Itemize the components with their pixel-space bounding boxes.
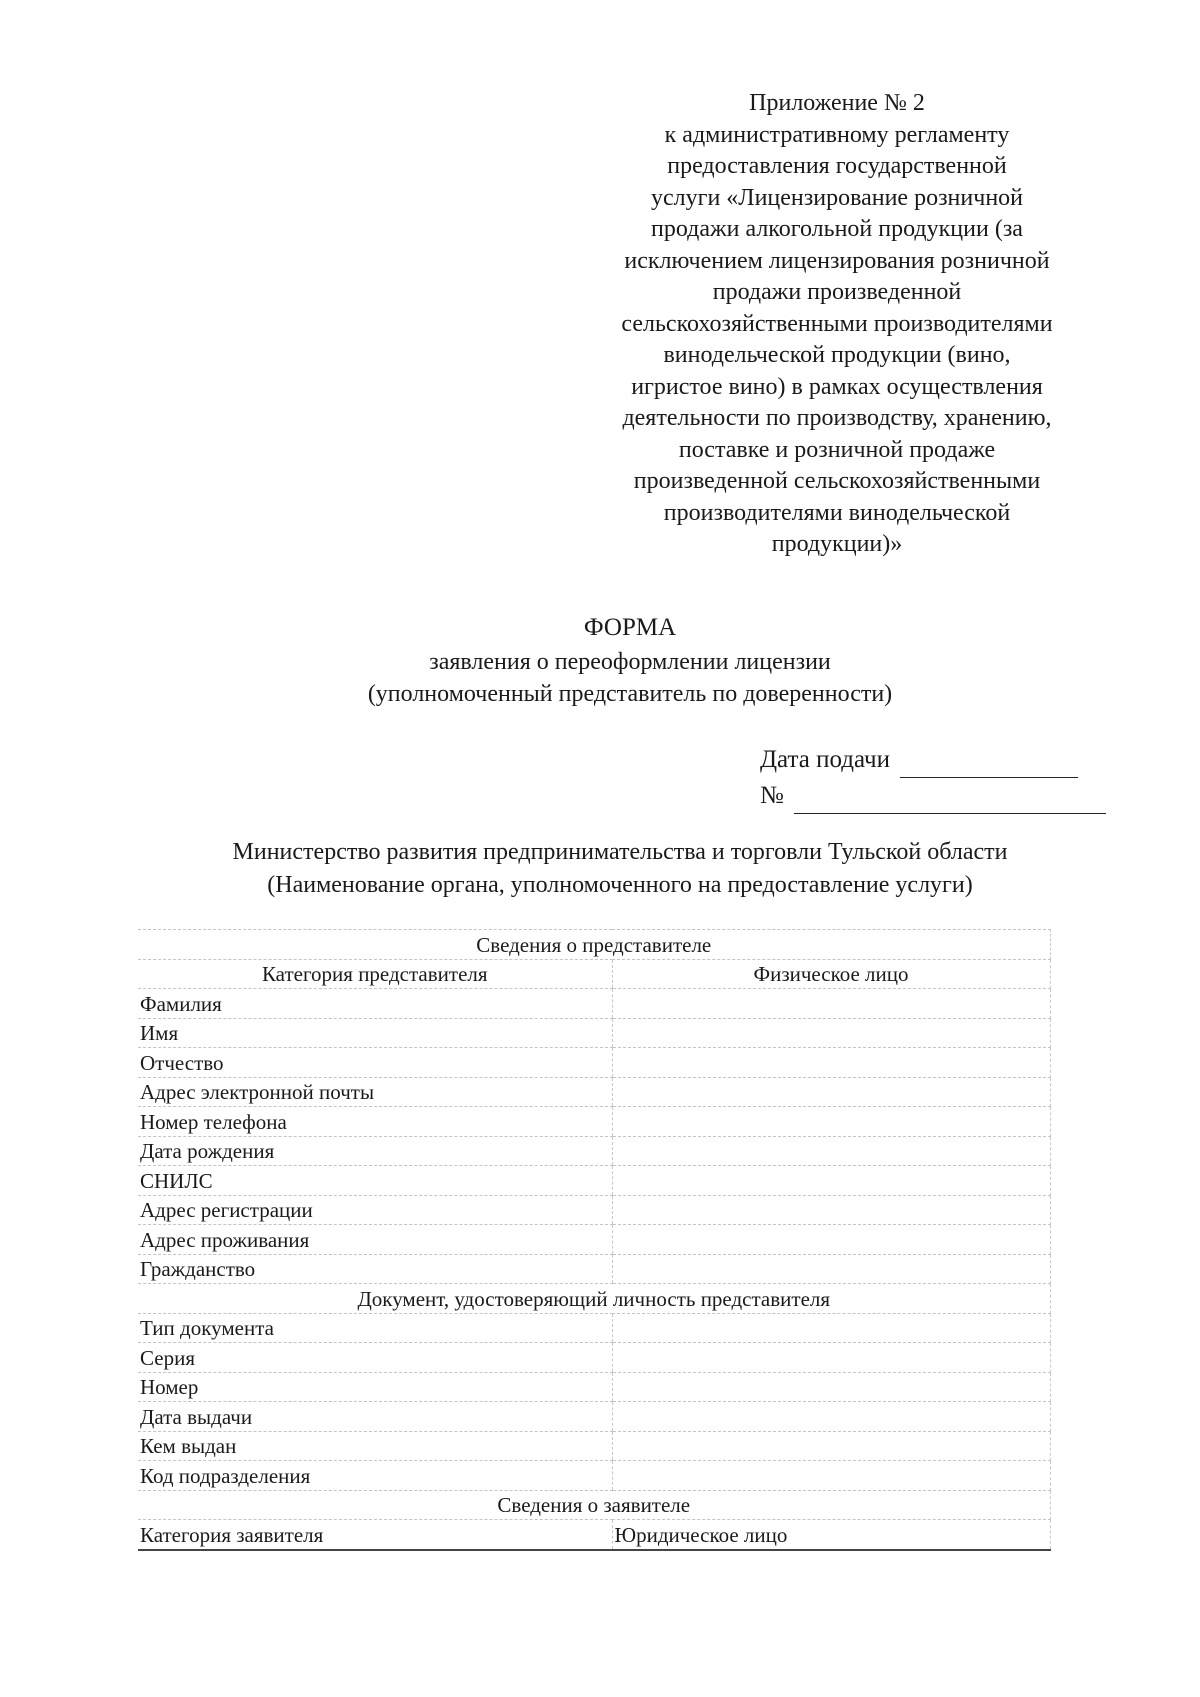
annex-line: продажи алкогольной продукции (за	[651, 216, 1023, 242]
annex-line: производителями винодельческой	[663, 499, 1011, 526]
table-row	[138, 1461, 1050, 1491]
table-row	[138, 1107, 1050, 1137]
filing-date-field[interactable]	[900, 753, 1078, 778]
section-header-row	[138, 1284, 1050, 1314]
table-row	[138, 1343, 1050, 1373]
table-row	[138, 959, 1050, 989]
table-row	[138, 1077, 1050, 1107]
filing-date-row	[760, 742, 1120, 778]
field-value-cell[interactable]	[612, 1431, 1050, 1461]
field-value-cell[interactable]	[612, 1461, 1050, 1491]
field-label: Имя	[138, 1018, 612, 1048]
field-value-cell[interactable]	[612, 1048, 1050, 1078]
field-value-cell[interactable]	[612, 1225, 1050, 1255]
filing-date-label: Дата подачи	[760, 746, 891, 773]
table-row	[138, 989, 1050, 1019]
table-row	[138, 1372, 1050, 1402]
filing-number-field[interactable]	[794, 789, 1106, 814]
filing-number-label: №	[760, 782, 784, 809]
table-row	[138, 1166, 1050, 1196]
table-row	[138, 1225, 1050, 1255]
authority-caption: (Наименование органа, уполномоченного на предоставление услуги)	[267, 872, 973, 898]
annex-line: исключением лицензирования розничной	[624, 247, 1050, 274]
representative-category-label: Категория представителя	[138, 959, 612, 989]
section-header-row	[138, 1490, 1050, 1520]
table-row	[138, 1254, 1050, 1284]
filing-number-row	[760, 778, 1120, 814]
table-row	[138, 1431, 1050, 1461]
table-row	[138, 1313, 1050, 1343]
field-value-cell[interactable]	[612, 1195, 1050, 1225]
annex-line: Приложение № 2	[749, 90, 925, 116]
field-label: Отчество	[138, 1048, 612, 1078]
field-value-cell[interactable]	[612, 989, 1050, 1019]
table-row	[138, 1520, 1050, 1550]
table-row	[138, 1018, 1050, 1048]
table-row	[138, 1136, 1050, 1166]
field-label: Тип документа	[138, 1313, 612, 1343]
form-subtitle: заявления о переоформлении лицензии	[429, 649, 831, 675]
field-label: Код подразделения	[138, 1461, 612, 1491]
annex-line: предоставления государственной	[667, 153, 1007, 179]
field-label: СНИЛС	[138, 1166, 612, 1196]
field-value-cell[interactable]	[612, 1018, 1050, 1048]
authority-name: Министерство развития предпринимательства и торговли Тульской области	[232, 839, 1008, 865]
annex-line: игристое вино) в рамках осуществления	[631, 373, 1043, 400]
section-header-document: Документ, удостоверяющий личность представителя	[138, 1284, 1050, 1314]
field-value-cell[interactable]	[612, 1343, 1050, 1373]
field-value-cell[interactable]	[612, 1077, 1050, 1107]
annex-line: сельскохозяйственными производителями	[621, 310, 1053, 337]
annex-line: произведенной сельскохозяйственными	[633, 468, 1041, 494]
annex-header	[572, 88, 1102, 561]
applicant-category-label: Категория заявителя	[138, 1520, 612, 1550]
form-title: ФОРМА	[583, 614, 677, 641]
filing-block	[760, 742, 1120, 814]
field-label: Гражданство	[138, 1254, 612, 1284]
field-value-cell[interactable]	[612, 1166, 1050, 1196]
authority-block	[100, 836, 1140, 902]
annex-line: винодельческой продукции (вино,	[663, 342, 1011, 368]
annex-line: к административному регламенту	[664, 121, 1010, 148]
field-label: Дата выдачи	[138, 1402, 612, 1432]
annex-line: поставке и розничной продаже	[678, 436, 996, 463]
field-value-cell[interactable]	[612, 1313, 1050, 1343]
annex-line: продажи произведенной	[712, 279, 962, 305]
field-label: Номер	[138, 1372, 612, 1402]
representative-category-value: Физическое лицо	[612, 959, 1050, 989]
field-value-cell[interactable]	[612, 1402, 1050, 1432]
field-label: Адрес электронной почты	[138, 1077, 612, 1107]
table-row	[138, 1048, 1050, 1078]
table-row	[138, 1195, 1050, 1225]
field-label: Адрес проживания	[138, 1225, 612, 1255]
field-value-cell[interactable]	[612, 1372, 1050, 1402]
applicant-category-value: Юридическое лицо	[612, 1520, 1050, 1550]
section-header-representative: Сведения о представителе	[138, 930, 1050, 960]
section-header-row	[138, 930, 1050, 960]
form-subtitle-note: (уполномоченный представитель по доверенности)	[367, 681, 893, 707]
table-row	[138, 1402, 1050, 1432]
form-heading	[300, 612, 960, 710]
field-value-cell[interactable]	[612, 1107, 1050, 1137]
annex-line: продукции)»	[771, 531, 903, 557]
field-label: Серия	[138, 1343, 612, 1373]
field-label: Номер телефона	[138, 1107, 612, 1137]
section-header-applicant: Сведения о заявителе	[138, 1490, 1050, 1520]
annex-line: услуги «Лицензирование розничной	[650, 184, 1024, 211]
field-label: Кем выдан	[138, 1431, 612, 1461]
field-label: Адрес регистрации	[138, 1195, 612, 1225]
field-value-cell[interactable]	[612, 1136, 1050, 1166]
field-label: Дата рождения	[138, 1136, 612, 1166]
application-form-table	[138, 929, 1051, 1551]
annex-line: деятельности по производству, хранению,	[622, 405, 1052, 431]
field-label: Фамилия	[138, 989, 612, 1019]
field-value-cell[interactable]	[612, 1254, 1050, 1284]
